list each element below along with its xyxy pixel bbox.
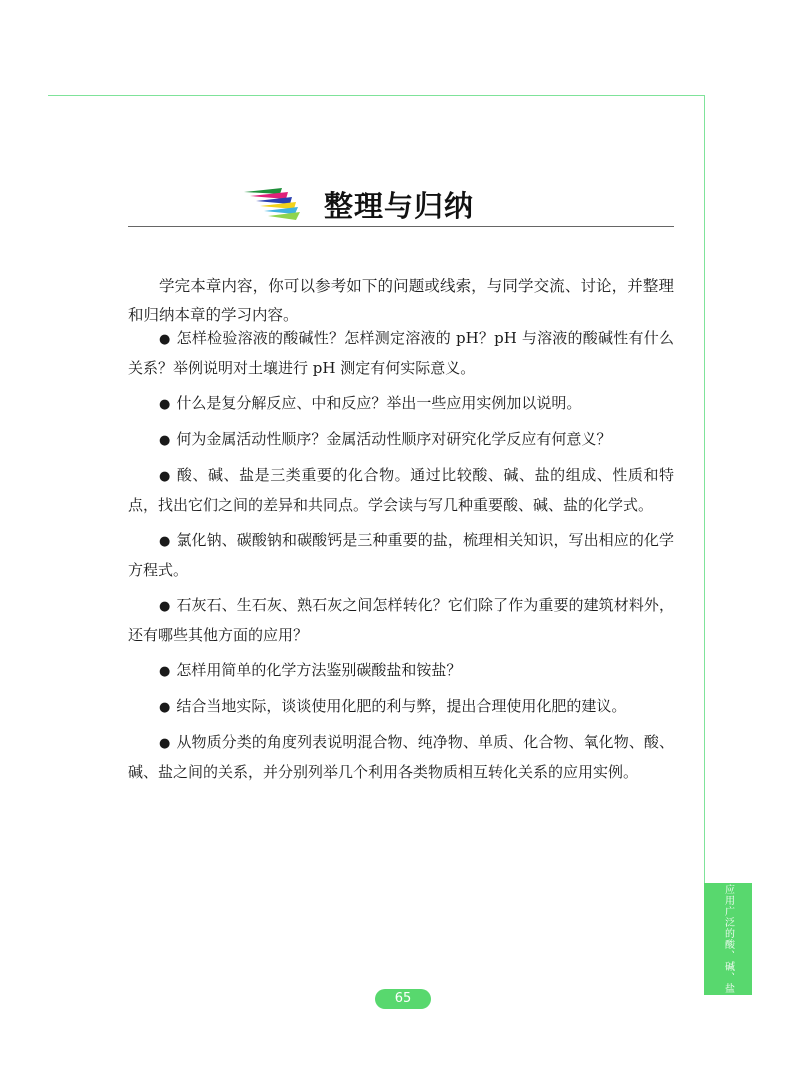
bullet-icon: ●	[159, 469, 171, 484]
list-item	[128, 591, 674, 650]
page-title: 整理与归纳	[324, 189, 475, 223]
list-item-text: 结合当地实际，谈谈使用化肥的利与弊，提出合理使用化肥的建议。	[176, 697, 627, 715]
bullet-icon: ●	[159, 700, 171, 715]
page-frame-right-line	[704, 95, 705, 995]
list-item	[128, 692, 674, 722]
bullet-icon: ●	[159, 534, 171, 549]
list-item	[128, 461, 674, 520]
list-item-text: 什么是复分解反应、中和反应？举出一些应用实例加以说明。	[176, 394, 582, 412]
section-header	[240, 180, 680, 230]
list-item-text: 酸、碱、盐是三类重要的化合物。通过比较酸、碱、盐的组成、性质和特点，找出它们之间的差异和共同点。学会读与写几种重要酸、碱、盐的化学式。	[128, 466, 674, 514]
page-number: 65	[375, 989, 431, 1009]
list-item-text: 怎样用简单的化学方法鉴别碳酸盐和铵盐？	[176, 661, 462, 679]
page-frame-top-line	[48, 95, 704, 96]
bullet-icon: ●	[159, 736, 171, 751]
bullet-icon: ●	[159, 433, 171, 448]
list-item-text: 石灰石、生石灰、熟石灰之间怎样转化？它们除了作为重要的建筑材料外，还有哪些其他方面的应用？	[128, 596, 675, 644]
list-item-text: 何为金属活动性顺序？金属活动性顺序对研究化学反应有何意义？	[176, 430, 612, 448]
list-item	[128, 389, 674, 419]
bullet-icon: ●	[159, 664, 171, 679]
list-item	[128, 656, 674, 686]
list-item-text: 怎样检验溶液的酸碱性？怎样测定溶液的 pH？pH 与溶液的酸碱性有什么关系？举例说明对土壤进行 pH 测定有何实际意义。	[128, 329, 675, 377]
list-item	[128, 425, 674, 455]
question-list	[128, 324, 674, 793]
intro-paragraph: 学完本章内容，你可以参考如下的问题或线索，与同学交流、讨论，并整理和归纳本章的学习内容。	[128, 276, 674, 324]
list-item-text: 氯化钠、碳酸钠和碳酸钙是三种重要的盐，梳理相关知识，写出相应的化学方程式。	[128, 531, 675, 579]
bullet-icon: ●	[159, 599, 171, 614]
list-item	[128, 728, 674, 787]
chapter-tab-label: 应用广泛的酸、碱、盐	[722, 884, 734, 994]
bullet-icon: ●	[159, 397, 171, 412]
list-item-text: 从物质分类的角度列表说明混合物、纯净物、单质、化合物、氧化物、酸、碱、盐之间的关系，并分别列举几个利用各类物质相互转化关系的应用实例。	[128, 733, 675, 781]
list-item	[128, 324, 674, 383]
list-item	[128, 526, 674, 585]
rainbow-logo-icon	[240, 184, 302, 224]
bullet-icon: ●	[159, 332, 171, 347]
chapter-side-tab	[704, 883, 752, 995]
title-divider	[128, 226, 674, 227]
